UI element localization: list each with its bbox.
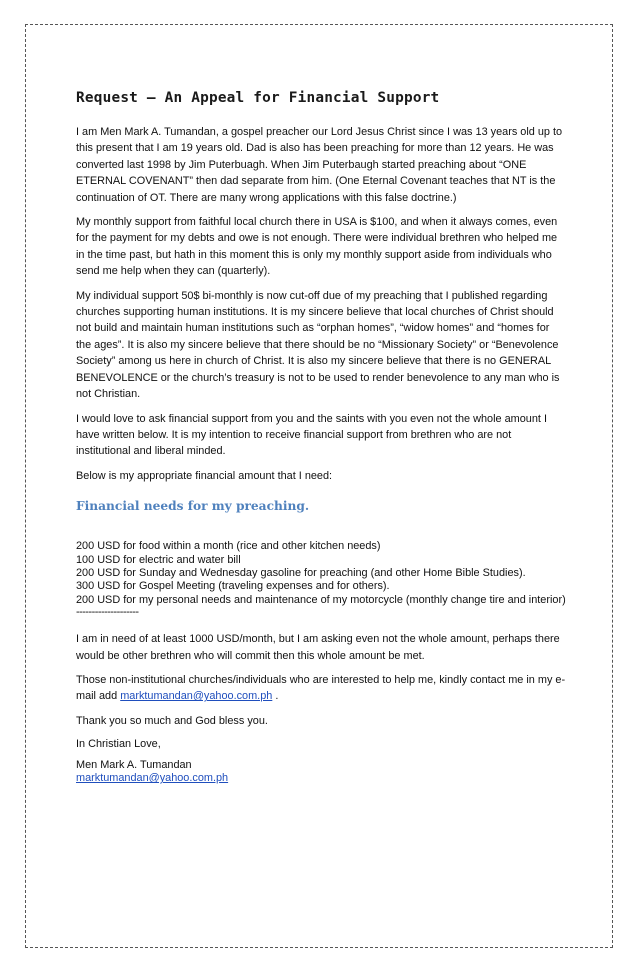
paragraph-thanks: Thank you so much and God bless you. bbox=[76, 714, 268, 727]
signature-block bbox=[76, 759, 566, 785]
paragraph-total-need: I am in need of at least 1000 USD/month, but I am asking even not the whole amount, perhaps there would be other brethren who will commit then this whole amount be met. bbox=[76, 633, 560, 662]
paragraph-individual-support: My individual support 50$ bi-monthly is now cut-off due of my preaching that I published regarding churches supporting human institutions. It is my sincere believe that local churches of Christ should not build and maintain human institutions such as “orphan homes”, “widow homes” and “homes for the ages”. It is also my sincere believe that there should be no “Missionary Society” or “Benevolence Society” among us here in church of Christ. It is also my sincere believe that there is no GENERAL BENEVOLENCE or the church’s treasury is not to be used to render benevolence to any man who is not Christian. bbox=[76, 289, 560, 401]
contact-text: Those non-institutional churches/individuals who are interested to help me, kindly contact me in my e-mail add bbox=[76, 673, 566, 703]
paragraph-contact bbox=[76, 672, 566, 705]
paragraph-below: Below is my appropriate financial amount that I need: bbox=[76, 469, 333, 482]
needs-divider: -------------------- bbox=[76, 606, 139, 619]
letter-title: Request – An Appeal for Financial Support bbox=[76, 90, 440, 106]
contact-suffix: . bbox=[272, 690, 279, 703]
paragraph-request: I would love to ask financial support from you and the saints with you even not the whole amount I have written below. It is my intention to receive financial support from brethren who are not institutional and liberal minded. bbox=[76, 412, 547, 458]
paragraph-intro: I am Men Mark A. Tumandan, a gospel preacher our Lord Jesus Christ since I was 13 years old up to this present that I am 19 years old. Dad is also has been preaching for more than 12 years. He was converted last 1998 by Jim Puterbuagh. When Jim Puterbaugh started preaching about “ONE ETERNAL COVENANT” then dad separate from him. (One Eternal Covenant teaches that NT is the continuation of OT. There are many wrong applications with this false doctrine.) bbox=[76, 126, 563, 204]
needs-item-food: 200 USD for food within a month (rice and other kitchen needs) bbox=[76, 540, 381, 553]
needs-item-bills: 100 USD for electric and water bill bbox=[76, 553, 241, 566]
needs-list bbox=[76, 540, 566, 617]
signature-name: Men Mark A. Tumandan bbox=[76, 759, 192, 772]
needs-item-gospel-meeting: 300 USD for Gospel Meeting (traveling expenses and for others). bbox=[76, 580, 390, 593]
needs-item-personal: 200 USD for my personal needs and maintenance of my motorcycle (monthly change tire and interior) bbox=[76, 593, 566, 606]
closing-text: In Christian Love, bbox=[76, 738, 161, 751]
contact-email-link[interactable]: marktumandan@yahoo.com.ph bbox=[120, 690, 273, 703]
signature-email-link[interactable]: marktumandan@yahoo.com.ph bbox=[76, 772, 229, 785]
letter-body bbox=[76, 88, 566, 785]
paragraph-monthly-support: My monthly support from faithful local church there in USA is $100, and when it always comes, even for the payment for my debts and owe is not enough. There were individual brethren who helped me in the time past, but hath in this moment this is only my monthly support aside from individuals who send me help when they can (quarterly). bbox=[76, 216, 558, 278]
needs-heading: Financial needs for my preaching. bbox=[76, 499, 310, 514]
needs-item-gasoline: 200 USD for Sunday and Wednesday gasoline for preaching (and other Home Bible Studies). bbox=[76, 566, 526, 579]
